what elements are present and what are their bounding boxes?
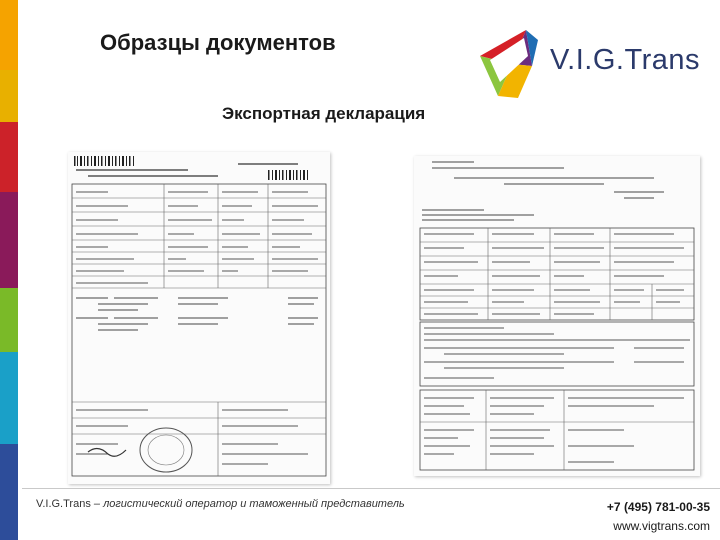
page-title: Образцы документов [100,30,336,55]
stripe-green [0,288,18,352]
stripe-cyan [0,352,18,444]
stripe-blue [0,444,18,540]
footer-phone: +7 (495) 781-00-35 [606,500,710,514]
footer-brand: V.I.G.Trans [36,498,91,510]
stripe-orange [0,0,18,70]
chinese-export-declaration-image [68,152,330,484]
russian-export-declaration-image [414,156,700,476]
logo-text: V.I.G.Trans [550,44,701,76]
stripe-red [0,122,18,192]
footer-website-link[interactable]: www.vigtrans.com [613,519,710,533]
footer-description: – логистический оператор и таможенный представитель [93,498,405,510]
footer-tagline [36,498,405,510]
stripe-purple [0,192,18,288]
footer-divider [22,488,720,489]
stripe-yellow [0,70,18,122]
document-subtitle: Экспортная декларация [222,104,426,123]
